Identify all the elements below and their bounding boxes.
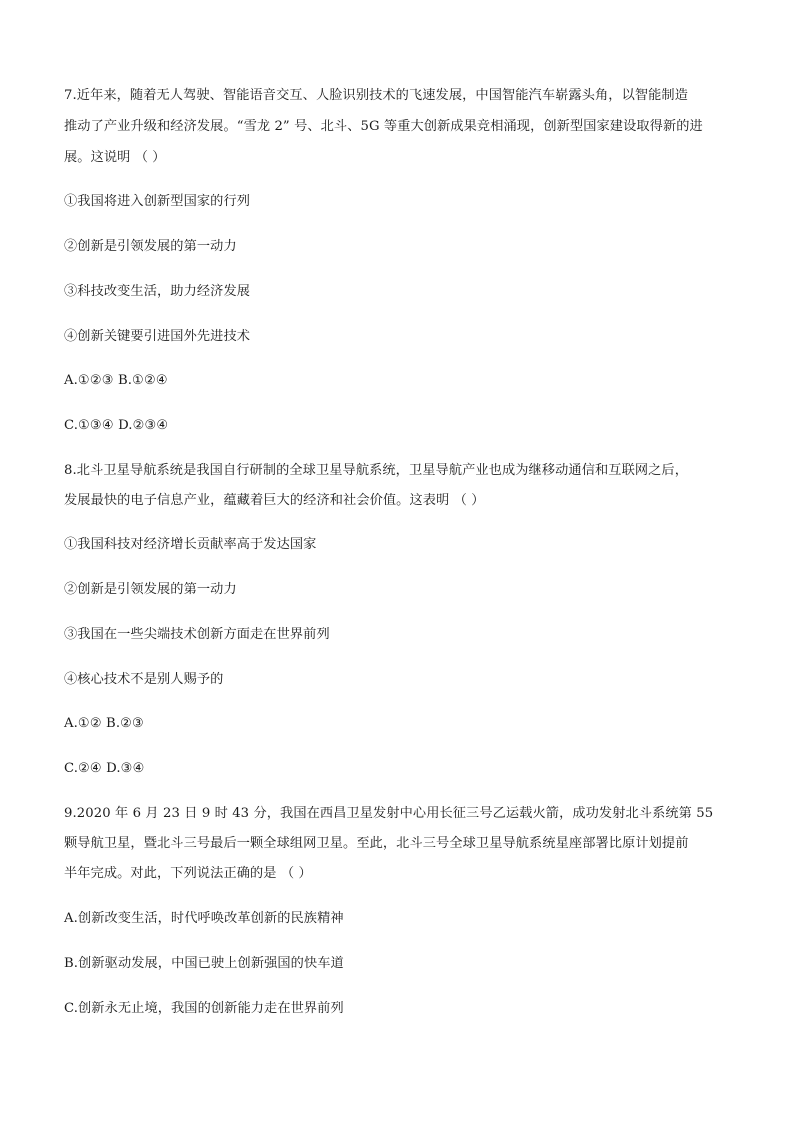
q9-option-b: B.创新驱动发展，中国已驶上创新强国的快车道 bbox=[64, 956, 344, 971]
q8-statement-2: ②创新是引领发展的第一动力 bbox=[64, 582, 237, 597]
q8-stem-line-2: 发展最快的电子信息产业，蕴藏着巨大的经济和社会价值。这表明 （ ） bbox=[64, 493, 485, 508]
q9-stem-line-2: 颗导航卫星，暨北斗三号最后一颗全球组网卫星。至此，北斗三号全球卫星导航系统星座部署比原计划提前 bbox=[64, 836, 689, 851]
q8-options-row-1: A.①② B.②③ bbox=[64, 716, 144, 731]
q9-stem-line-1: 9.2020 年 6 月 23 日 9 时 43 分，我国在西昌卫星发射中心用长征三号乙运载火箭，成功发射北斗系统第 55 bbox=[64, 806, 714, 821]
q7-statement-4: ④创新关键要引进国外先进技术 bbox=[64, 329, 251, 344]
q9-stem-line-3: 半年完成。对此，下列说法正确的是 （ ） bbox=[64, 866, 312, 881]
q7-stem-line-3: 展。这说明 （ ） bbox=[64, 150, 166, 165]
q7-statement-1: ①我国将进入创新型国家的行列 bbox=[64, 194, 251, 209]
q7-stem-line-2: 推动了产业升级和经济发展。“雪龙 2” 号、北斗、5G 等重大创新成果竞相涌现，创新型国家建设取得新的进 bbox=[64, 119, 703, 134]
q7-options-row-1: A.①②③ B.①②④ bbox=[64, 373, 168, 388]
q9-option-c: C.创新永无止境，我国的创新能力走在世界前列 bbox=[64, 1001, 344, 1016]
q9-option-a: A.创新改变生活，时代呼唤改革创新的民族精神 bbox=[64, 911, 344, 926]
q8-options-row-2: C.②④ D.③④ bbox=[64, 761, 145, 776]
q7-statement-3: ③科技改变生活，助力经济发展 bbox=[64, 284, 251, 299]
q8-statement-3: ③我国在一些尖端技术创新方面走在世界前列 bbox=[64, 627, 330, 642]
q7-statement-2: ②创新是引领发展的第一动力 bbox=[64, 239, 237, 254]
q8-statement-1: ①我国科技对经济增长贡献率高于发达国家 bbox=[64, 537, 317, 552]
q8-statement-4: ④核心技术不是别人赐予的 bbox=[64, 672, 224, 687]
q8-stem-line-1: 8.北斗卫星导航系统是我国自行研制的全球卫星导航系统，卫星导航产业也成为继移动通信和互联网之后， bbox=[64, 463, 689, 478]
q7-stem-line-1: 7.近年来，随着无人驾驶、智能语音交互、人脸识别技术的飞速发展，中国智能汽车崭露头角，以智能制造 bbox=[64, 88, 689, 103]
q7-options-row-2: C.①③④ D.②③④ bbox=[64, 418, 169, 433]
